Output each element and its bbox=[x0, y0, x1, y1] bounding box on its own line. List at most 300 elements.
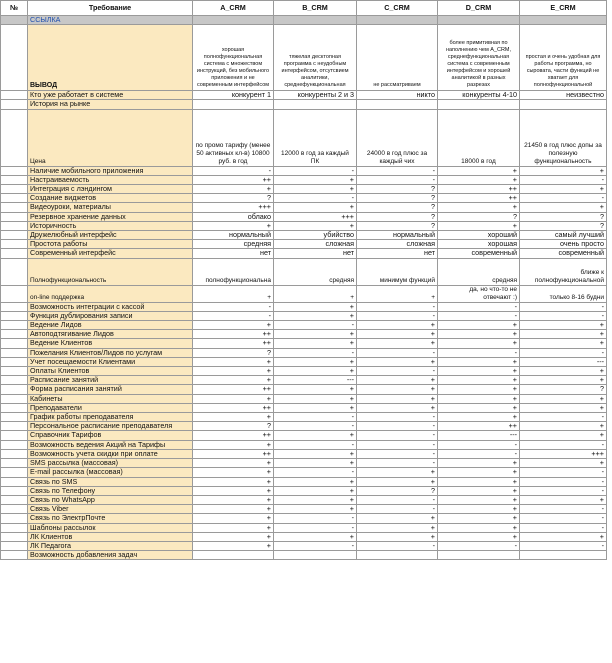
value-cell: + bbox=[520, 376, 607, 385]
row-number bbox=[1, 486, 28, 495]
requirement-cell: Связь по SMS bbox=[28, 477, 193, 486]
requirement-cell: Создание виджетов bbox=[28, 194, 193, 203]
row-number bbox=[1, 185, 28, 194]
value-cell: ++ bbox=[193, 403, 274, 412]
value-cell: + bbox=[193, 357, 274, 366]
row-number bbox=[1, 221, 28, 230]
value-cell: + bbox=[193, 376, 274, 385]
value-cell: - bbox=[274, 440, 357, 449]
requirement-cell: Возможность добавления задач bbox=[28, 551, 193, 560]
value-cell: - bbox=[357, 495, 438, 504]
requirement-cell: Возможность интеграции с кассой bbox=[28, 302, 193, 311]
value-cell: полнофункциональна bbox=[193, 258, 274, 285]
row-number bbox=[1, 302, 28, 311]
requirement-cell: Связь по WhatsApp bbox=[28, 495, 193, 504]
value-cell: + bbox=[438, 413, 520, 422]
value-cell: по промо тарифу (менее 50 активных кл-в) 10800 руб. в год bbox=[193, 109, 274, 166]
table-row bbox=[1, 348, 607, 357]
value-cell: 21450 в год плюс допы за полезную функциональность bbox=[520, 109, 607, 166]
row-number bbox=[1, 440, 28, 449]
value-cell: + bbox=[438, 486, 520, 495]
value-cell: + bbox=[274, 302, 357, 311]
row-number bbox=[1, 339, 28, 348]
value-cell: - bbox=[357, 505, 438, 514]
requirement-cell: Цена bbox=[28, 109, 193, 166]
value-cell: нет bbox=[274, 249, 357, 258]
value-cell: ? bbox=[357, 185, 438, 194]
value-cell: очень просто bbox=[520, 240, 607, 249]
table-row bbox=[1, 357, 607, 366]
table-row bbox=[1, 302, 607, 311]
value-cell: + bbox=[357, 477, 438, 486]
value-cell: + bbox=[357, 330, 438, 339]
value-cell: ++ bbox=[193, 339, 274, 348]
value-cell: + bbox=[357, 357, 438, 366]
row-number bbox=[1, 258, 28, 285]
value-cell: + bbox=[274, 449, 357, 458]
row-number bbox=[1, 175, 28, 184]
value-cell: + bbox=[193, 468, 274, 477]
requirement-cell: Простота работы bbox=[28, 240, 193, 249]
requirement-cell: Кто уже работает в системе bbox=[28, 91, 193, 100]
table-row bbox=[1, 477, 607, 486]
row-number bbox=[1, 231, 28, 240]
requirement-cell: Преподаватели bbox=[28, 403, 193, 412]
value-cell: облако bbox=[193, 212, 274, 221]
row-number bbox=[1, 422, 28, 431]
value-cell: + bbox=[520, 339, 607, 348]
value-cell: - bbox=[274, 514, 357, 523]
value-cell: - bbox=[274, 541, 357, 550]
header-col-b: B_CRM bbox=[274, 1, 357, 16]
row-number bbox=[1, 468, 28, 477]
requirement-cell: Дружелюбный интерфейс bbox=[28, 231, 193, 240]
summary-e: простая и очень удобная для работы программа, но сыровата, части функций не хватает для полнофункциональной bbox=[520, 25, 607, 91]
value-cell: - bbox=[520, 413, 607, 422]
table-row bbox=[1, 523, 607, 532]
value-cell: - bbox=[193, 166, 274, 175]
link-label[interactable]: ССЫЛКА bbox=[28, 16, 193, 25]
value-cell: средняя bbox=[274, 258, 357, 285]
requirement-cell: Автоподтягивание Лидов bbox=[28, 330, 193, 339]
value-cell: - bbox=[274, 422, 357, 431]
row-number bbox=[1, 477, 28, 486]
row-number bbox=[1, 505, 28, 514]
value-cell: + bbox=[193, 477, 274, 486]
link-row bbox=[1, 16, 607, 25]
value-cell: + bbox=[438, 203, 520, 212]
value-cell: --- bbox=[274, 376, 357, 385]
value-cell: --- bbox=[438, 431, 520, 440]
value-cell: нет bbox=[357, 249, 438, 258]
value-cell: + bbox=[438, 376, 520, 385]
value-cell: - bbox=[193, 311, 274, 320]
value-cell: ++ bbox=[193, 385, 274, 394]
value-cell: - bbox=[520, 440, 607, 449]
value-cell: + bbox=[438, 339, 520, 348]
value-cell: - bbox=[357, 422, 438, 431]
value-cell: + bbox=[193, 532, 274, 541]
value-cell: конкуренты 2 и 3 bbox=[274, 91, 357, 100]
value-cell: ++ bbox=[438, 422, 520, 431]
value-cell: - bbox=[193, 302, 274, 311]
value-cell: + bbox=[520, 367, 607, 376]
value-cell: ? bbox=[193, 422, 274, 431]
value-cell: - bbox=[274, 321, 357, 330]
table-row bbox=[1, 249, 607, 258]
value-cell: + bbox=[438, 330, 520, 339]
table-row bbox=[1, 166, 607, 175]
value-cell: + bbox=[274, 505, 357, 514]
table-row bbox=[1, 459, 607, 468]
value-cell: + bbox=[274, 221, 357, 230]
value-cell: + bbox=[438, 385, 520, 394]
row-number bbox=[1, 109, 28, 166]
value-cell: + bbox=[274, 532, 357, 541]
value-cell: + bbox=[357, 394, 438, 403]
requirement-cell: Пожелания Клиентов/Лидов по услугам bbox=[28, 348, 193, 357]
value-cell: - bbox=[520, 523, 607, 532]
requirement-cell: Справочник Тарифов bbox=[28, 431, 193, 440]
value-cell: + bbox=[438, 175, 520, 184]
table-row bbox=[1, 240, 607, 249]
value-cell: - bbox=[520, 468, 607, 477]
value-cell: + bbox=[274, 339, 357, 348]
value-cell: - bbox=[274, 348, 357, 357]
value-cell: + bbox=[274, 477, 357, 486]
requirement-cell: E-mail рассылка (массовая) bbox=[28, 468, 193, 477]
value-cell: современный bbox=[438, 249, 520, 258]
value-cell: + bbox=[193, 505, 274, 514]
value-cell: ++ bbox=[193, 175, 274, 184]
value-cell: + bbox=[520, 431, 607, 440]
value-cell bbox=[193, 551, 274, 560]
value-cell: - bbox=[438, 311, 520, 320]
value-cell: - bbox=[274, 166, 357, 175]
requirement-cell: Шаблоны рассылок bbox=[28, 523, 193, 532]
requirement-cell: Возможность учета скидки при оплате bbox=[28, 449, 193, 458]
value-cell: + bbox=[274, 285, 357, 302]
value-cell: - bbox=[357, 413, 438, 422]
row-number bbox=[1, 194, 28, 203]
table-row bbox=[1, 221, 607, 230]
requirement-cell: История на рынке bbox=[28, 100, 193, 109]
value-cell: ? bbox=[520, 212, 607, 221]
requirement-cell: Оплаты Клиентов bbox=[28, 367, 193, 376]
requirement-cell: Настраиваемость bbox=[28, 175, 193, 184]
value-cell: сложная bbox=[274, 240, 357, 249]
value-cell: + bbox=[274, 403, 357, 412]
value-cell: 18000 в год bbox=[438, 109, 520, 166]
value-cell: - bbox=[438, 440, 520, 449]
value-cell: ? bbox=[357, 194, 438, 203]
requirement-cell: Функция дублирования записи bbox=[28, 311, 193, 320]
row-number bbox=[1, 385, 28, 394]
value-cell: + bbox=[274, 367, 357, 376]
value-cell: ? bbox=[193, 348, 274, 357]
value-cell: + bbox=[193, 221, 274, 230]
row-number bbox=[1, 367, 28, 376]
value-cell: ? bbox=[357, 486, 438, 495]
value-cell: нормальный bbox=[193, 231, 274, 240]
value-cell: + bbox=[274, 311, 357, 320]
value-cell: + bbox=[274, 385, 357, 394]
value-cell: - bbox=[520, 348, 607, 357]
requirement-cell: Историчность bbox=[28, 221, 193, 230]
summary-b: тяжелая десктопная программа с неудобным интерфейсом, отсутсвием аналитики, среднефункциональная bbox=[274, 25, 357, 91]
value-cell: хороший bbox=[438, 231, 520, 240]
requirement-cell: Учет посещаемости Клиентами bbox=[28, 357, 193, 366]
value-cell: + bbox=[520, 403, 607, 412]
table-row bbox=[1, 376, 607, 385]
value-cell: + bbox=[438, 221, 520, 230]
row-number bbox=[1, 212, 28, 221]
table-row bbox=[1, 91, 607, 100]
value-cell: + bbox=[193, 459, 274, 468]
header-col-a: A_CRM bbox=[193, 1, 274, 16]
value-cell: убийство bbox=[274, 231, 357, 240]
value-cell: + bbox=[193, 541, 274, 550]
table-row bbox=[1, 440, 607, 449]
value-cell: + bbox=[274, 357, 357, 366]
requirement-cell: Связь по Телефону bbox=[28, 486, 193, 495]
value-cell: + bbox=[438, 514, 520, 523]
table-row bbox=[1, 551, 607, 560]
value-cell: - bbox=[520, 541, 607, 550]
table-row bbox=[1, 109, 607, 166]
table-row bbox=[1, 231, 607, 240]
requirement-cell: Интеграция с лэндингом bbox=[28, 185, 193, 194]
row-number bbox=[1, 394, 28, 403]
requirement-cell: Резервное хранение данных bbox=[28, 212, 193, 221]
value-cell bbox=[274, 100, 357, 109]
requirement-cell: Полнофункциональность bbox=[28, 258, 193, 285]
header-col-d: D_CRM bbox=[438, 1, 520, 16]
table-row bbox=[1, 505, 607, 514]
value-cell: + bbox=[274, 330, 357, 339]
value-cell: + bbox=[357, 339, 438, 348]
value-cell: + bbox=[520, 459, 607, 468]
row-number bbox=[1, 532, 28, 541]
table-row bbox=[1, 330, 607, 339]
table-row bbox=[1, 321, 607, 330]
row-number bbox=[1, 348, 28, 357]
row-number bbox=[1, 91, 28, 100]
value-cell: + bbox=[274, 486, 357, 495]
table-row bbox=[1, 495, 607, 504]
value-cell: 12000 в год за каждый ПК bbox=[274, 109, 357, 166]
table-row bbox=[1, 468, 607, 477]
value-cell bbox=[438, 551, 520, 560]
value-cell: --- bbox=[520, 357, 607, 366]
value-cell: + bbox=[438, 321, 520, 330]
value-cell: - bbox=[520, 175, 607, 184]
value-cell: - bbox=[274, 468, 357, 477]
value-cell: + bbox=[193, 413, 274, 422]
value-cell: средняя bbox=[193, 240, 274, 249]
value-cell: + bbox=[193, 394, 274, 403]
value-cell: + bbox=[438, 166, 520, 175]
value-cell: самый лучший bbox=[520, 231, 607, 240]
header-num: № bbox=[1, 1, 28, 16]
value-cell: +++ bbox=[193, 203, 274, 212]
row-number bbox=[1, 321, 28, 330]
value-cell: + bbox=[438, 357, 520, 366]
value-cell: + bbox=[520, 203, 607, 212]
value-cell: + bbox=[438, 495, 520, 504]
value-cell: - bbox=[357, 175, 438, 184]
value-cell: + bbox=[193, 185, 274, 194]
value-cell: + bbox=[438, 367, 520, 376]
row-number bbox=[1, 449, 28, 458]
value-cell: - bbox=[357, 311, 438, 320]
value-cell: 24000 в год плюс за каждый чих bbox=[357, 109, 438, 166]
requirement-cell: Наличие мобильного приложения bbox=[28, 166, 193, 175]
table-row bbox=[1, 514, 607, 523]
value-cell: + bbox=[438, 477, 520, 486]
value-cell: - bbox=[357, 367, 438, 376]
value-cell: никто bbox=[357, 91, 438, 100]
value-cell: ++ bbox=[193, 330, 274, 339]
header-requirement: Требование bbox=[28, 1, 193, 16]
value-cell: ближе к полнофункциональной bbox=[520, 258, 607, 285]
requirement-cell: Расписание занятий bbox=[28, 376, 193, 385]
requirement-cell: Персональное расписание преподавателя bbox=[28, 422, 193, 431]
row-number bbox=[1, 203, 28, 212]
table-row bbox=[1, 532, 607, 541]
requirement-cell: ЛК Клиентов bbox=[28, 532, 193, 541]
value-cell: ? bbox=[520, 221, 607, 230]
value-cell: + bbox=[520, 330, 607, 339]
value-cell: + bbox=[274, 459, 357, 468]
table-row bbox=[1, 431, 607, 440]
value-cell bbox=[438, 100, 520, 109]
value-cell: + bbox=[520, 185, 607, 194]
requirement-cell: SMS рассылка (массовая) bbox=[28, 459, 193, 468]
requirement-cell: Современный интерфейс bbox=[28, 249, 193, 258]
value-cell: + bbox=[357, 403, 438, 412]
row-number bbox=[1, 166, 28, 175]
row-number bbox=[1, 311, 28, 320]
value-cell: + bbox=[357, 376, 438, 385]
value-cell bbox=[357, 100, 438, 109]
requirement-cell: Видеоуроки, материалы bbox=[28, 203, 193, 212]
row-number bbox=[1, 413, 28, 422]
value-cell: + bbox=[274, 431, 357, 440]
table-row bbox=[1, 394, 607, 403]
summary-c: не рассматриваем bbox=[357, 25, 438, 91]
value-cell: сложная bbox=[357, 240, 438, 249]
value-cell: + bbox=[357, 514, 438, 523]
value-cell: + bbox=[438, 459, 520, 468]
value-cell: + bbox=[438, 403, 520, 412]
value-cell: - bbox=[438, 348, 520, 357]
table-row bbox=[1, 100, 607, 109]
value-cell: ? bbox=[438, 212, 520, 221]
requirement-cell: Форма расписания занятий bbox=[28, 385, 193, 394]
value-cell: ++ bbox=[438, 185, 520, 194]
value-cell: - bbox=[520, 514, 607, 523]
header-col-e: E_CRM bbox=[520, 1, 607, 16]
value-cell: нормальный bbox=[357, 231, 438, 240]
value-cell: + bbox=[193, 285, 274, 302]
row-number bbox=[1, 285, 28, 302]
value-cell: + bbox=[193, 440, 274, 449]
value-cell: - bbox=[357, 348, 438, 357]
requirement-cell: Ведение Лидов bbox=[28, 321, 193, 330]
row-number bbox=[1, 376, 28, 385]
header-col-c: C_CRM bbox=[357, 1, 438, 16]
requirement-cell: График работы преподавателя bbox=[28, 413, 193, 422]
value-cell: ++ bbox=[438, 194, 520, 203]
value-cell: - bbox=[357, 440, 438, 449]
value-cell: - bbox=[438, 541, 520, 550]
value-cell: + bbox=[193, 523, 274, 532]
value-cell: + bbox=[274, 175, 357, 184]
value-cell: - bbox=[438, 449, 520, 458]
value-cell: нет bbox=[193, 249, 274, 258]
row-number bbox=[1, 541, 28, 550]
value-cell: - bbox=[357, 541, 438, 550]
value-cell: +++ bbox=[274, 212, 357, 221]
value-cell: ? bbox=[357, 212, 438, 221]
value-cell: + bbox=[357, 523, 438, 532]
row-number bbox=[1, 330, 28, 339]
row-number bbox=[1, 249, 28, 258]
summary-row bbox=[1, 25, 607, 91]
value-cell: - bbox=[520, 302, 607, 311]
table-row bbox=[1, 185, 607, 194]
summary-a: хорошая полнофункциональная система с множеством инструкций, без мобильного приложения и не современным интерфейсом bbox=[193, 25, 274, 91]
table-row bbox=[1, 385, 607, 394]
value-cell: ++ bbox=[193, 431, 274, 440]
value-cell: + bbox=[357, 385, 438, 394]
requirement-cell: ЛК Педагога bbox=[28, 541, 193, 550]
row-number bbox=[1, 403, 28, 412]
value-cell: - bbox=[520, 311, 607, 320]
row-number bbox=[1, 100, 28, 109]
row-number bbox=[1, 431, 28, 440]
value-cell: ? bbox=[357, 203, 438, 212]
value-cell: + bbox=[357, 532, 438, 541]
value-cell: + bbox=[274, 495, 357, 504]
table-row bbox=[1, 449, 607, 458]
value-cell: - bbox=[438, 302, 520, 311]
value-cell: + bbox=[520, 394, 607, 403]
value-cell bbox=[274, 551, 357, 560]
table-row bbox=[1, 367, 607, 376]
header-row bbox=[1, 1, 607, 16]
value-cell: + bbox=[274, 185, 357, 194]
value-cell: - bbox=[274, 413, 357, 422]
row-number bbox=[1, 459, 28, 468]
value-cell: + bbox=[520, 321, 607, 330]
value-cell: средняя bbox=[438, 258, 520, 285]
value-cell: современный bbox=[520, 249, 607, 258]
value-cell: минимум функций bbox=[357, 258, 438, 285]
value-cell: + bbox=[438, 532, 520, 541]
value-cell: ? bbox=[193, 194, 274, 203]
requirement-cell: Кабинеты bbox=[28, 394, 193, 403]
requirement-cell: Ведение Клиентов bbox=[28, 339, 193, 348]
summary-label: ВЫВОД bbox=[28, 25, 193, 91]
table-row bbox=[1, 258, 607, 285]
value-cell: - bbox=[357, 302, 438, 311]
value-cell: конкуренты 4-10 bbox=[438, 91, 520, 100]
value-cell: - bbox=[520, 505, 607, 514]
value-cell: - bbox=[274, 194, 357, 203]
table-row bbox=[1, 175, 607, 184]
